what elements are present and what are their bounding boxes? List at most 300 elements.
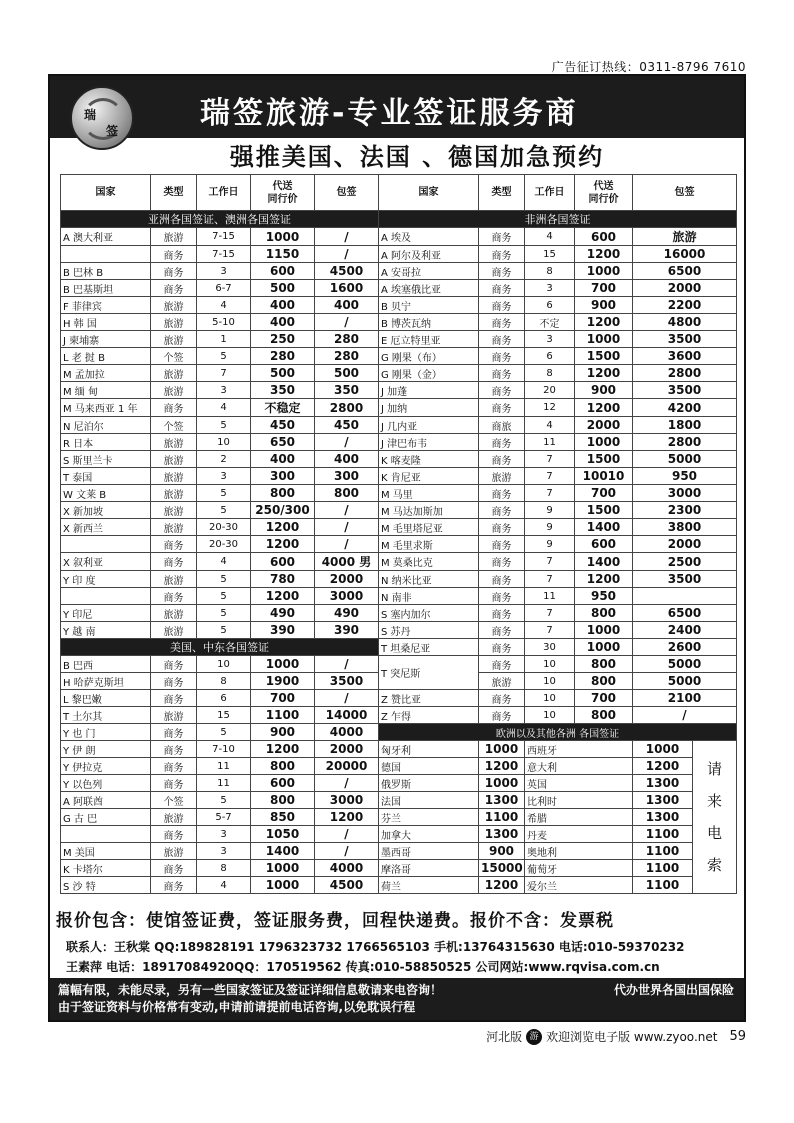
table-cell: 780 bbox=[251, 571, 315, 588]
table-cell: 商务 bbox=[479, 228, 525, 246]
table-cell: 1200 bbox=[633, 758, 693, 775]
table-cell: 旅游 bbox=[151, 451, 197, 468]
table-cell: 500 bbox=[315, 365, 379, 382]
table-row bbox=[61, 228, 737, 246]
table-cell: G 古 巴 bbox=[61, 809, 151, 826]
table-cell: 商务 bbox=[151, 877, 197, 894]
table-cell: 2000 bbox=[633, 280, 737, 297]
table-row bbox=[61, 690, 737, 707]
table-cell: 1000 bbox=[251, 860, 315, 877]
table-cell: 商务 bbox=[479, 622, 525, 639]
table-cell: S 沙 特 bbox=[61, 877, 151, 894]
table-cell: 不稳定 bbox=[251, 399, 315, 417]
table-row bbox=[61, 571, 737, 588]
table-cell: 1200 bbox=[575, 314, 633, 331]
table-cell: 7 bbox=[525, 605, 575, 622]
table-cell: M 美国 bbox=[61, 843, 151, 860]
table-cell: 1400 bbox=[575, 519, 633, 536]
table-cell: / bbox=[315, 775, 379, 792]
table-cell: 700 bbox=[575, 280, 633, 297]
header-price-2: 同行价 bbox=[588, 193, 619, 205]
table-cell: 2100 bbox=[633, 690, 737, 707]
table-cell: 10 bbox=[197, 434, 251, 451]
table-cell: 1100 bbox=[633, 860, 693, 877]
table-cell: 350 bbox=[315, 382, 379, 399]
table-cell: 11 bbox=[525, 434, 575, 451]
table-cell: 800 bbox=[251, 758, 315, 775]
table-cell: 1200 bbox=[479, 758, 525, 775]
table-cell: 商务 bbox=[151, 673, 197, 690]
insurance-note: 代办世界各国出国保险 bbox=[613, 983, 734, 997]
table-cell: 500 bbox=[251, 365, 315, 382]
table-cell: 商务 bbox=[479, 588, 525, 605]
table-cell: 商务 bbox=[151, 553, 197, 571]
table-cell: 600 bbox=[575, 228, 633, 246]
table-cell: 丹麦 bbox=[525, 826, 633, 843]
table-cell: 250 bbox=[251, 331, 315, 348]
table-cell: 旅游 bbox=[151, 382, 197, 399]
table-cell: 2800 bbox=[315, 399, 379, 417]
table-row bbox=[61, 451, 737, 468]
table-cell: 4000 男 bbox=[315, 553, 379, 571]
table-cell: Y 伊拉克 bbox=[61, 758, 151, 775]
table-cell: 1300 bbox=[479, 826, 525, 843]
table-cell: 1000 bbox=[575, 331, 633, 348]
table-cell: 280 bbox=[315, 348, 379, 365]
header-country: 国家 bbox=[61, 175, 151, 211]
table-cell: L 黎巴嫩 bbox=[61, 690, 151, 707]
table-cell: 5-7 bbox=[197, 809, 251, 826]
table-cell: 旅游 bbox=[633, 228, 737, 246]
table-cell: 8 bbox=[197, 860, 251, 877]
table-row bbox=[61, 382, 737, 399]
visa-ad-frame bbox=[48, 74, 746, 1022]
table-cell: 旅游 bbox=[151, 707, 197, 724]
table-cell: 1 bbox=[197, 331, 251, 348]
table-cell: 商务 bbox=[479, 434, 525, 451]
table-cell: 3000 bbox=[315, 588, 379, 605]
table-cell: 个签 bbox=[151, 348, 197, 365]
table-cell: 3500 bbox=[633, 382, 737, 399]
table-cell: 300 bbox=[251, 468, 315, 485]
table-cell: 800 bbox=[251, 485, 315, 502]
table-cell: 奥地利 bbox=[525, 843, 633, 860]
table-cell: A 安哥拉 bbox=[379, 263, 479, 280]
table-cell: 商务 bbox=[151, 724, 197, 741]
table-cell bbox=[61, 246, 151, 263]
table-cell: 旅游 bbox=[151, 468, 197, 485]
table-cell: 3 bbox=[197, 843, 251, 860]
table-cell: 1100 bbox=[633, 843, 693, 860]
table-cell: / bbox=[315, 434, 379, 451]
table-cell: 1300 bbox=[633, 792, 693, 809]
table-row bbox=[61, 263, 737, 280]
table-cell: 2400 bbox=[633, 622, 737, 639]
banner bbox=[50, 76, 744, 138]
table-cell: A 阿尔及利亚 bbox=[379, 246, 479, 263]
table-cell: 西班牙 bbox=[525, 741, 633, 758]
table-cell: 商务 bbox=[479, 365, 525, 382]
table-cell: 7 bbox=[525, 468, 575, 485]
table-cell: 400 bbox=[251, 297, 315, 314]
table-cell: 4000 bbox=[315, 860, 379, 877]
table-cell: 1000 bbox=[633, 741, 693, 758]
table-cell: 个签 bbox=[151, 792, 197, 809]
table-cell: 1100 bbox=[479, 809, 525, 826]
table-cell: 商务 bbox=[151, 246, 197, 263]
header-price-2: 同行价 bbox=[267, 193, 298, 205]
table-cell: 12 bbox=[525, 399, 575, 417]
table-cell: 3 bbox=[197, 826, 251, 843]
page-footer bbox=[486, 1028, 746, 1045]
table-cell: 4500 bbox=[315, 263, 379, 280]
table-cell: 7-10 bbox=[197, 741, 251, 758]
table-row bbox=[61, 707, 737, 724]
table-cell: 商务 bbox=[479, 639, 525, 656]
table-cell: 800 bbox=[575, 673, 633, 690]
call-char: 请 bbox=[706, 760, 722, 778]
table-cell: S 苏丹 bbox=[379, 622, 479, 639]
table-cell: 280 bbox=[315, 331, 379, 348]
table-cell: 1300 bbox=[479, 792, 525, 809]
header-package: 包签 bbox=[315, 175, 379, 211]
table-cell: 490 bbox=[315, 605, 379, 622]
notice-line-1: 篇幅有限，未能尽录，另有一些国家签证及签证详细信息敬请来电咨询！ bbox=[58, 983, 443, 997]
table-cell: 葡萄牙 bbox=[525, 860, 633, 877]
table-cell: 5000 bbox=[633, 451, 737, 468]
table-cell: 15000 bbox=[479, 860, 525, 877]
table-cell: G 刚果（布） bbox=[379, 348, 479, 365]
table-cell: 6 bbox=[197, 690, 251, 707]
table-cell: 900 bbox=[575, 297, 633, 314]
table-cell: 1000 bbox=[479, 775, 525, 792]
table-cell: 2000 bbox=[633, 536, 737, 553]
header-price-right bbox=[575, 175, 633, 211]
table-cell: 600 bbox=[251, 263, 315, 280]
table-cell: 8 bbox=[197, 673, 251, 690]
table-cell: 800 bbox=[315, 485, 379, 502]
contact-line-1: 联系人：王秋棠 QQ:189828191 1796323732 1766565103 手机:13764315630 电话:010-59370232 bbox=[66, 940, 685, 954]
table-cell: 商务 bbox=[479, 348, 525, 365]
table-cell: 5 bbox=[197, 792, 251, 809]
table-row bbox=[61, 656, 737, 673]
table-cell: 旅游 bbox=[151, 809, 197, 826]
header-price-1: 代送 bbox=[272, 180, 293, 192]
table-cell: R 日本 bbox=[61, 434, 151, 451]
table-cell: 500 bbox=[251, 280, 315, 297]
table-cell: 商务 bbox=[479, 571, 525, 588]
table-cell: / bbox=[315, 502, 379, 519]
table-cell: 20-30 bbox=[197, 519, 251, 536]
table-cell: 250/300 bbox=[251, 502, 315, 519]
table-cell: S 塞内加尔 bbox=[379, 605, 479, 622]
table-cell: 1000 bbox=[575, 639, 633, 656]
table-row bbox=[61, 314, 737, 331]
table-cell: 6 bbox=[525, 297, 575, 314]
table-cell: 5 bbox=[197, 622, 251, 639]
table-row bbox=[61, 434, 737, 451]
table-row bbox=[61, 877, 737, 894]
table-cell: T 泰国 bbox=[61, 468, 151, 485]
table-cell: 商务 bbox=[151, 263, 197, 280]
table-cell: 旅游 bbox=[151, 519, 197, 536]
table-cell: 商务 bbox=[479, 331, 525, 348]
table-cell: 10 bbox=[525, 656, 575, 673]
table-cell bbox=[61, 536, 151, 553]
table-cell: J 加纳 bbox=[379, 399, 479, 417]
table-cell: 1600 bbox=[315, 280, 379, 297]
table-row bbox=[61, 331, 737, 348]
table-cell: / bbox=[633, 707, 737, 724]
table-cell: 1000 bbox=[479, 741, 525, 758]
table-cell: 350 bbox=[251, 382, 315, 399]
header-days: 工作日 bbox=[197, 175, 251, 211]
table-cell: 商务 bbox=[151, 826, 197, 843]
table-cell: 800 bbox=[251, 792, 315, 809]
table-cell: 1200 bbox=[251, 536, 315, 553]
table-cell: 1900 bbox=[251, 673, 315, 690]
table-cell: 商务 bbox=[479, 382, 525, 399]
company-logo bbox=[70, 86, 134, 150]
table-cell: 1300 bbox=[633, 809, 693, 826]
table-cell: 4000 bbox=[315, 724, 379, 741]
table-cell: H 韩 国 bbox=[61, 314, 151, 331]
notice-box bbox=[50, 978, 744, 1020]
table-cell: 950 bbox=[575, 588, 633, 605]
table-cell: M 马达加斯加 bbox=[379, 502, 479, 519]
header-price bbox=[251, 175, 315, 211]
table-cell: X 叙利亚 bbox=[61, 553, 151, 571]
table-cell: 商务 bbox=[151, 758, 197, 775]
table-cell: X 新加坡 bbox=[61, 502, 151, 519]
section-asia: 亚洲各国签证、澳洲各国签证 bbox=[61, 211, 379, 228]
table-cell bbox=[61, 588, 151, 605]
table-cell: 旅游 bbox=[151, 485, 197, 502]
table-cell: 4 bbox=[197, 877, 251, 894]
table-cell: 商务 bbox=[151, 536, 197, 553]
tunisia-cell: T 突尼斯 bbox=[379, 656, 479, 690]
price-includes-note: 报价包含：使馆签证费，签证服务费，回程快递费。报价不含：发票税 bbox=[56, 911, 614, 931]
table-cell: 6 bbox=[525, 348, 575, 365]
table-row bbox=[61, 485, 737, 502]
table-cell: 600 bbox=[251, 553, 315, 571]
table-cell: / bbox=[315, 314, 379, 331]
table-cell bbox=[633, 588, 737, 605]
table-cell: 2000 bbox=[315, 571, 379, 588]
table-row bbox=[61, 553, 737, 571]
call-char: 索 bbox=[706, 856, 722, 874]
page-number: 59 bbox=[729, 1029, 746, 1044]
table-cell: 11 bbox=[197, 758, 251, 775]
table-cell: M 马来西亚 1 年 bbox=[61, 399, 151, 417]
table-cell: F 菲律宾 bbox=[61, 297, 151, 314]
table-row bbox=[61, 365, 737, 382]
table-cell: 2500 bbox=[633, 553, 737, 571]
table-cell: 摩洛哥 bbox=[379, 860, 479, 877]
table-cell: 5 bbox=[197, 571, 251, 588]
table-cell: 400 bbox=[315, 297, 379, 314]
table-cell: 14000 bbox=[315, 707, 379, 724]
table-cell: N 南非 bbox=[379, 588, 479, 605]
table-cell: 650 bbox=[251, 434, 315, 451]
table-cell: 商务 bbox=[151, 690, 197, 707]
table-cell: 9 bbox=[525, 519, 575, 536]
table-cell: 7 bbox=[525, 622, 575, 639]
table-cell: 5 bbox=[197, 485, 251, 502]
table-cell: 1200 bbox=[251, 519, 315, 536]
table-cell: 7 bbox=[525, 451, 575, 468]
table-cell: H 哈萨克斯坦 bbox=[61, 673, 151, 690]
header-price-1: 代送 bbox=[593, 180, 614, 192]
table-cell: M 马里 bbox=[379, 485, 479, 502]
table-cell: 3 bbox=[197, 468, 251, 485]
table-cell: 6500 bbox=[633, 263, 737, 280]
call-char: 来 bbox=[706, 792, 722, 810]
table-cell: 2600 bbox=[633, 639, 737, 656]
table-cell: 5000 bbox=[633, 656, 737, 673]
subtitle: 强推美国、法国 、德国加急预约 bbox=[229, 143, 605, 171]
table-cell: 490 bbox=[251, 605, 315, 622]
table-cell: 1200 bbox=[575, 246, 633, 263]
table-row bbox=[61, 468, 737, 485]
table-row bbox=[61, 417, 737, 434]
table-cell: 4500 bbox=[315, 877, 379, 894]
table-cell: S 斯里兰卡 bbox=[61, 451, 151, 468]
table-cell: 1150 bbox=[251, 246, 315, 263]
table-cell: 10 bbox=[525, 690, 575, 707]
table-cell: 3 bbox=[525, 331, 575, 348]
table-cell: 俄罗斯 bbox=[379, 775, 479, 792]
logo-char-2: 签 bbox=[106, 124, 119, 138]
table-cell: 5 bbox=[197, 348, 251, 365]
table-cell: 5 bbox=[197, 502, 251, 519]
table-cell: 1000 bbox=[575, 622, 633, 639]
table-cell: 旅游 bbox=[151, 502, 197, 519]
table-cell: 商务 bbox=[479, 314, 525, 331]
table-cell: K 喀麦隆 bbox=[379, 451, 479, 468]
table-cell: 950 bbox=[633, 468, 737, 485]
table-cell: 商务 bbox=[151, 399, 197, 417]
table-cell: J 几内亚 bbox=[379, 417, 479, 434]
table-cell: 商务 bbox=[151, 588, 197, 605]
table-cell: B 博茨瓦纳 bbox=[379, 314, 479, 331]
table-row bbox=[61, 348, 737, 365]
table-cell: 旅游 bbox=[151, 365, 197, 382]
table-cell: 1200 bbox=[575, 399, 633, 417]
table-cell: K 卡塔尔 bbox=[61, 860, 151, 877]
table-cell: 5 bbox=[197, 724, 251, 741]
table-cell: 2800 bbox=[633, 365, 737, 382]
table-cell: 商务 bbox=[479, 553, 525, 571]
table-cell: 3500 bbox=[633, 571, 737, 588]
table-cell: 1200 bbox=[575, 365, 633, 382]
table-cell: / bbox=[315, 843, 379, 860]
table-cell: 旅游 bbox=[151, 331, 197, 348]
table-cell: A 阿联酋 bbox=[61, 792, 151, 809]
table-cell: 7 bbox=[525, 571, 575, 588]
table-cell: 5 bbox=[197, 588, 251, 605]
table-cell: 商务 bbox=[479, 536, 525, 553]
table-cell: 3 bbox=[525, 280, 575, 297]
table-cell: 4 bbox=[197, 399, 251, 417]
section-row bbox=[61, 211, 737, 228]
table-cell: A 埃及 bbox=[379, 228, 479, 246]
table-cell: 450 bbox=[315, 417, 379, 434]
table-cell: 2000 bbox=[575, 417, 633, 434]
table-cell: 3500 bbox=[633, 331, 737, 348]
table-row bbox=[61, 758, 737, 775]
table-cell: 10 bbox=[197, 656, 251, 673]
table-cell bbox=[61, 826, 151, 843]
table-cell: 旅游 bbox=[151, 605, 197, 622]
table-cell: 850 bbox=[251, 809, 315, 826]
table-cell: 1500 bbox=[575, 348, 633, 365]
table-row bbox=[61, 622, 737, 639]
table-cell: 商旅 bbox=[479, 417, 525, 434]
table-cell: 英国 bbox=[525, 775, 633, 792]
table-cell: / bbox=[315, 690, 379, 707]
table-row bbox=[61, 860, 737, 877]
table-cell: 3 bbox=[197, 382, 251, 399]
table-cell: 20 bbox=[525, 382, 575, 399]
ad-hotline: 广告征订热线：0311-8796 7610 bbox=[551, 60, 746, 74]
table-cell: / bbox=[315, 536, 379, 553]
table-cell: / bbox=[315, 228, 379, 246]
table-cell: 3600 bbox=[633, 348, 737, 365]
table-cell: 1800 bbox=[633, 417, 737, 434]
table-row bbox=[61, 536, 737, 553]
table-row bbox=[61, 399, 737, 417]
table-cell: 800 bbox=[575, 605, 633, 622]
table-cell: 800 bbox=[575, 656, 633, 673]
table-cell: 15 bbox=[525, 246, 575, 263]
table-cell: / bbox=[315, 826, 379, 843]
table-cell: 6500 bbox=[633, 605, 737, 622]
table-cell: 加拿大 bbox=[379, 826, 479, 843]
table-cell: 300 bbox=[315, 468, 379, 485]
table-cell: G 刚果（金） bbox=[379, 365, 479, 382]
table-cell: 900 bbox=[251, 724, 315, 741]
table-cell: / bbox=[315, 519, 379, 536]
table-cell: 旅游 bbox=[151, 622, 197, 639]
table-cell: 匈牙利 bbox=[379, 741, 479, 758]
header-row bbox=[61, 175, 737, 211]
table-row bbox=[61, 792, 737, 809]
table-cell: 9 bbox=[525, 502, 575, 519]
table-cell: 400 bbox=[251, 314, 315, 331]
table-cell: 商务 bbox=[479, 246, 525, 263]
table-cell: 芬兰 bbox=[379, 809, 479, 826]
contact-line-2: 王素萍 电话：18917084920QQ：170519562 传真:010-58850525 公司网站:www.rqvisa.com.cn bbox=[66, 960, 660, 974]
table-cell: M 缅 甸 bbox=[61, 382, 151, 399]
table-cell: 900 bbox=[575, 382, 633, 399]
table-cell: 商务 bbox=[479, 707, 525, 724]
table-row bbox=[61, 775, 737, 792]
table-cell: 商务 bbox=[151, 280, 197, 297]
table-cell: 4 bbox=[197, 553, 251, 571]
banner-title: 瑞签旅游-专业签证服务商 bbox=[200, 96, 579, 131]
table-cell: 400 bbox=[251, 451, 315, 468]
table-cell: 1000 bbox=[251, 656, 315, 673]
table-cell: 4200 bbox=[633, 399, 737, 417]
table-cell: 商务 bbox=[479, 280, 525, 297]
price-table bbox=[60, 174, 737, 894]
table-cell: 800 bbox=[575, 707, 633, 724]
table-row bbox=[61, 297, 737, 314]
table-cell: 2300 bbox=[633, 502, 737, 519]
table-cell: Y 也 门 bbox=[61, 724, 151, 741]
table-cell: 8 bbox=[525, 365, 575, 382]
